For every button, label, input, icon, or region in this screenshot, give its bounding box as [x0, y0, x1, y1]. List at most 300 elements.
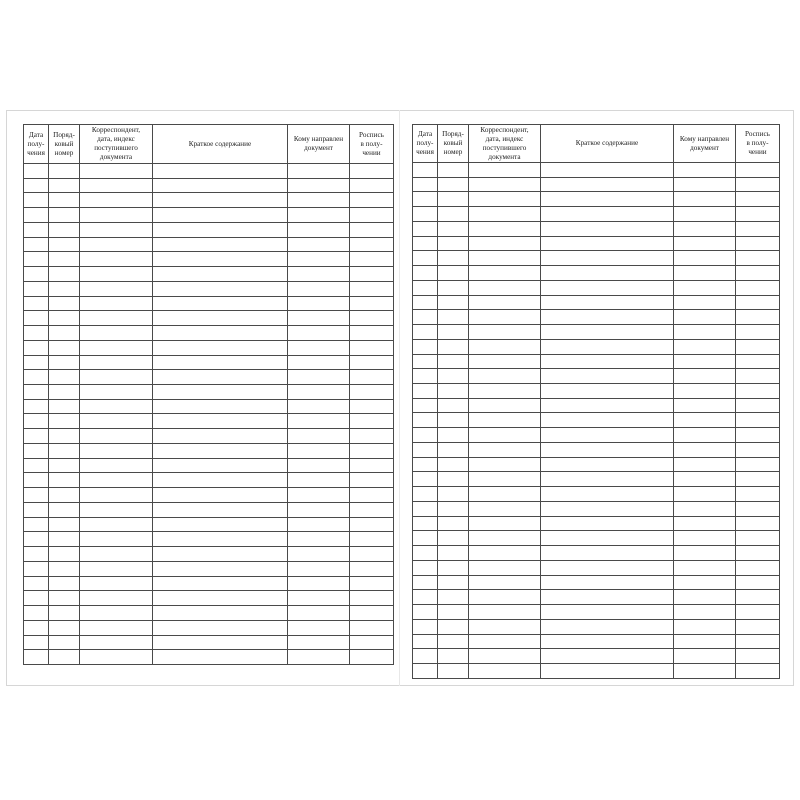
table-cell [24, 620, 49, 635]
table-row [24, 370, 394, 385]
table-cell [153, 650, 288, 665]
table-cell [541, 251, 674, 266]
table-cell [469, 221, 541, 236]
table-cell [541, 384, 674, 399]
table-cell [438, 295, 469, 310]
table-cell [438, 354, 469, 369]
table-cell [736, 487, 780, 502]
table-cell [350, 635, 394, 650]
table-row [413, 634, 780, 649]
table-cell [413, 634, 438, 649]
table-cell [24, 252, 49, 267]
table-cell [541, 663, 674, 678]
table-cell [674, 339, 736, 354]
table-cell [541, 295, 674, 310]
table-cell [736, 442, 780, 457]
table-cell [438, 192, 469, 207]
table-cell [288, 178, 350, 193]
table-cell [24, 443, 49, 458]
table-cell [413, 516, 438, 531]
table-cell [438, 487, 469, 502]
table-cell [413, 280, 438, 295]
table-cell [438, 398, 469, 413]
table-cell [413, 605, 438, 620]
table-cell [24, 193, 49, 208]
table-cell [153, 164, 288, 179]
table-cell [674, 501, 736, 516]
table-cell [469, 560, 541, 575]
table-row [24, 606, 394, 621]
table-cell [438, 310, 469, 325]
table-cell [674, 221, 736, 236]
table-row [24, 326, 394, 341]
table-cell [541, 207, 674, 222]
table-cell [674, 590, 736, 605]
table-cell [80, 635, 153, 650]
table-cell [49, 429, 80, 444]
table-row [24, 164, 394, 179]
table-row [413, 384, 780, 399]
table-cell [438, 221, 469, 236]
table-cell [438, 663, 469, 678]
table-cell [413, 487, 438, 502]
table-cell [80, 311, 153, 326]
table-row [413, 163, 780, 178]
table-cell [80, 458, 153, 473]
table-cell [153, 620, 288, 635]
table-cell [80, 473, 153, 488]
table-cell [438, 384, 469, 399]
table-row [413, 251, 780, 266]
table-cell [541, 354, 674, 369]
table-cell [49, 576, 80, 591]
table-cell [24, 488, 49, 503]
table-cell [288, 502, 350, 517]
table-row [413, 177, 780, 192]
table-cell [24, 267, 49, 282]
table-row [24, 355, 394, 370]
table-cell [80, 222, 153, 237]
table-cell [49, 164, 80, 179]
table-cell [288, 252, 350, 267]
table-cell [413, 398, 438, 413]
table-cell [49, 281, 80, 296]
table-cell [541, 413, 674, 428]
table-cell [413, 236, 438, 251]
table-row [413, 398, 780, 413]
table-cell [674, 398, 736, 413]
table-cell [288, 237, 350, 252]
table-cell [288, 591, 350, 606]
table-cell [438, 339, 469, 354]
table-cell [736, 339, 780, 354]
table-cell [674, 310, 736, 325]
table-cell [80, 164, 153, 179]
table-cell [350, 502, 394, 517]
table-cell [350, 281, 394, 296]
table-cell [674, 605, 736, 620]
page-fold [399, 110, 400, 686]
table-cell [469, 280, 541, 295]
table-cell [350, 178, 394, 193]
table-cell [24, 547, 49, 562]
table-cell [80, 620, 153, 635]
table-cell [469, 266, 541, 281]
table-cell [469, 472, 541, 487]
table-cell [674, 619, 736, 634]
table-cell [469, 310, 541, 325]
table-cell [49, 591, 80, 606]
table-cell [438, 428, 469, 443]
table-cell [541, 634, 674, 649]
table-cell [288, 443, 350, 458]
table-cell [288, 429, 350, 444]
table-cell [413, 310, 438, 325]
table-cell [413, 354, 438, 369]
table-row [413, 354, 780, 369]
table-cell [469, 634, 541, 649]
table-cell [469, 177, 541, 192]
table-cell [469, 163, 541, 178]
table-cell [153, 458, 288, 473]
table-cell [288, 311, 350, 326]
table-cell [350, 532, 394, 547]
table-cell [24, 326, 49, 341]
table-cell [24, 311, 49, 326]
table-cell [24, 458, 49, 473]
table-row [413, 295, 780, 310]
table-cell [674, 354, 736, 369]
table-cell [153, 399, 288, 414]
table-cell [736, 163, 780, 178]
table-row [24, 488, 394, 503]
table-cell [350, 650, 394, 665]
table-cell [80, 606, 153, 621]
table-cell [49, 267, 80, 282]
table-cell [469, 501, 541, 516]
table-cell [49, 635, 80, 650]
table-cell [153, 296, 288, 311]
table-row [413, 442, 780, 457]
table-cell [413, 649, 438, 664]
table-cell [413, 251, 438, 266]
table-cell [736, 398, 780, 413]
registry-table-right [412, 124, 780, 679]
table-cell [24, 385, 49, 400]
table-row [413, 516, 780, 531]
table-cell [736, 221, 780, 236]
table-cell [438, 457, 469, 472]
table-cell [49, 193, 80, 208]
table-cell [80, 237, 153, 252]
table-cell [541, 369, 674, 384]
table-header-row [24, 125, 394, 164]
table-cell [49, 547, 80, 562]
table-cell [49, 532, 80, 547]
table-cell [24, 296, 49, 311]
table-cell [438, 575, 469, 590]
table-cell [80, 443, 153, 458]
table-row [24, 414, 394, 429]
table-row [24, 385, 394, 400]
table-row [24, 281, 394, 296]
table-cell [288, 606, 350, 621]
table-cell [469, 207, 541, 222]
table-cell [469, 413, 541, 428]
table-cell [80, 591, 153, 606]
table-cell [24, 502, 49, 517]
table-row [413, 266, 780, 281]
table-cell [469, 325, 541, 340]
table-cell [288, 532, 350, 547]
table-cell [438, 325, 469, 340]
table-cell [80, 296, 153, 311]
table-cell [413, 339, 438, 354]
table-cell [736, 560, 780, 575]
table-cell [736, 531, 780, 546]
table-cell [153, 252, 288, 267]
table-cell [49, 385, 80, 400]
table-cell [24, 281, 49, 296]
table-cell [153, 326, 288, 341]
table-cell [674, 634, 736, 649]
header-correspondent: Корреспондент, дата, индекс поступившего документа [469, 125, 541, 163]
table-cell [350, 591, 394, 606]
table-row [413, 428, 780, 443]
table-cell [80, 326, 153, 341]
table-cell [541, 428, 674, 443]
table-cell [49, 237, 80, 252]
table-row [413, 192, 780, 207]
table-cell [350, 208, 394, 223]
table-cell [674, 546, 736, 561]
table-cell [541, 501, 674, 516]
table-cell [413, 207, 438, 222]
table-row [413, 472, 780, 487]
table-cell [736, 634, 780, 649]
table-cell [153, 635, 288, 650]
table-row [413, 369, 780, 384]
table-row [413, 546, 780, 561]
table-cell [469, 369, 541, 384]
table-cell [438, 369, 469, 384]
table-cell [350, 340, 394, 355]
table-cell [350, 458, 394, 473]
table-cell [350, 399, 394, 414]
table-cell [413, 531, 438, 546]
table-row [413, 221, 780, 236]
table-cell [674, 442, 736, 457]
table-cell [736, 619, 780, 634]
table-cell [288, 399, 350, 414]
table-cell [153, 193, 288, 208]
table-cell [736, 369, 780, 384]
table-cell [153, 237, 288, 252]
table-row [24, 473, 394, 488]
table-cell [736, 325, 780, 340]
table-cell [674, 163, 736, 178]
table-cell [541, 221, 674, 236]
table-cell [438, 472, 469, 487]
table-cell [736, 649, 780, 664]
table-cell [674, 663, 736, 678]
table-cell [49, 606, 80, 621]
table-cell [541, 192, 674, 207]
table-cell [469, 546, 541, 561]
table-cell [438, 266, 469, 281]
table-cell [24, 576, 49, 591]
table-cell [288, 517, 350, 532]
table-cell [674, 325, 736, 340]
table-cell [674, 207, 736, 222]
table-row [413, 531, 780, 546]
table-cell [674, 369, 736, 384]
table-cell [153, 208, 288, 223]
table-cell [80, 355, 153, 370]
table-row [24, 635, 394, 650]
table-row [24, 502, 394, 517]
table-cell [736, 177, 780, 192]
table-cell [153, 340, 288, 355]
table-row [413, 649, 780, 664]
table-cell [541, 575, 674, 590]
table-cell [49, 620, 80, 635]
table-cell [413, 384, 438, 399]
table-cell [541, 590, 674, 605]
table-cell [674, 531, 736, 546]
table-cell [674, 649, 736, 664]
table-cell [350, 164, 394, 179]
table-cell [736, 663, 780, 678]
table-cell [469, 339, 541, 354]
table-cell [153, 370, 288, 385]
table-cell [413, 575, 438, 590]
table-cell [288, 473, 350, 488]
table-cell [24, 591, 49, 606]
table-row [413, 236, 780, 251]
table-cell [469, 398, 541, 413]
table-cell [541, 649, 674, 664]
table-cell [350, 517, 394, 532]
table-cell [24, 473, 49, 488]
table-cell [153, 385, 288, 400]
table-cell [288, 488, 350, 503]
table-row [24, 222, 394, 237]
table-cell [80, 414, 153, 429]
table-cell [24, 340, 49, 355]
header-sent-to: Кому направлен документ [674, 125, 736, 163]
table-row [413, 619, 780, 634]
table-cell [541, 280, 674, 295]
table-cell [541, 442, 674, 457]
table-cell [541, 619, 674, 634]
table-cell [674, 280, 736, 295]
table-cell [413, 295, 438, 310]
table-cell [413, 177, 438, 192]
table-cell [49, 488, 80, 503]
table-cell [153, 576, 288, 591]
table-row [413, 590, 780, 605]
table-cell [413, 472, 438, 487]
table-cell [736, 516, 780, 531]
header-signature: Роспись в полу- чении [350, 125, 394, 164]
table-cell [469, 384, 541, 399]
table-cell [350, 473, 394, 488]
table-cell [80, 532, 153, 547]
table-cell [438, 531, 469, 546]
table-row [24, 532, 394, 547]
table-cell [438, 251, 469, 266]
table-cell [469, 590, 541, 605]
table-cell [49, 340, 80, 355]
table-cell [674, 384, 736, 399]
table-cell [350, 267, 394, 282]
table-cell [24, 222, 49, 237]
table-cell [736, 413, 780, 428]
table-cell [49, 517, 80, 532]
table-cell [24, 561, 49, 576]
table-cell [80, 429, 153, 444]
table-cell [736, 457, 780, 472]
table-cell [674, 428, 736, 443]
table-cell [49, 458, 80, 473]
table-row [24, 237, 394, 252]
table-cell [153, 532, 288, 547]
table-cell [288, 620, 350, 635]
table-row [24, 311, 394, 326]
table-cell [350, 252, 394, 267]
table-cell [541, 546, 674, 561]
table-cell [80, 385, 153, 400]
table-cell [24, 237, 49, 252]
table-cell [736, 384, 780, 399]
table-cell [469, 251, 541, 266]
table-cell [438, 649, 469, 664]
table-cell [153, 178, 288, 193]
table-cell [80, 488, 153, 503]
table-row [413, 663, 780, 678]
table-cell [469, 428, 541, 443]
table-cell [438, 413, 469, 428]
table-cell [153, 517, 288, 532]
table-cell [288, 355, 350, 370]
table-cell [413, 413, 438, 428]
table-cell [736, 280, 780, 295]
header-date-received: Дата полу- чения [413, 125, 438, 163]
table-cell [413, 192, 438, 207]
table-cell [541, 266, 674, 281]
table-cell [80, 252, 153, 267]
table-cell [153, 429, 288, 444]
table-cell [469, 619, 541, 634]
table-cell [288, 326, 350, 341]
table-cell [438, 516, 469, 531]
table-cell [736, 501, 780, 516]
table-cell [469, 354, 541, 369]
table-cell [736, 472, 780, 487]
table-cell [49, 208, 80, 223]
table-row [413, 339, 780, 354]
table-cell [80, 399, 153, 414]
table-cell [288, 385, 350, 400]
header-date-received: Дата полу- чения [24, 125, 49, 164]
table-cell [288, 222, 350, 237]
table-row [24, 178, 394, 193]
table-cell [413, 221, 438, 236]
table-cell [49, 399, 80, 414]
table-cell [438, 442, 469, 457]
table-cell [49, 222, 80, 237]
